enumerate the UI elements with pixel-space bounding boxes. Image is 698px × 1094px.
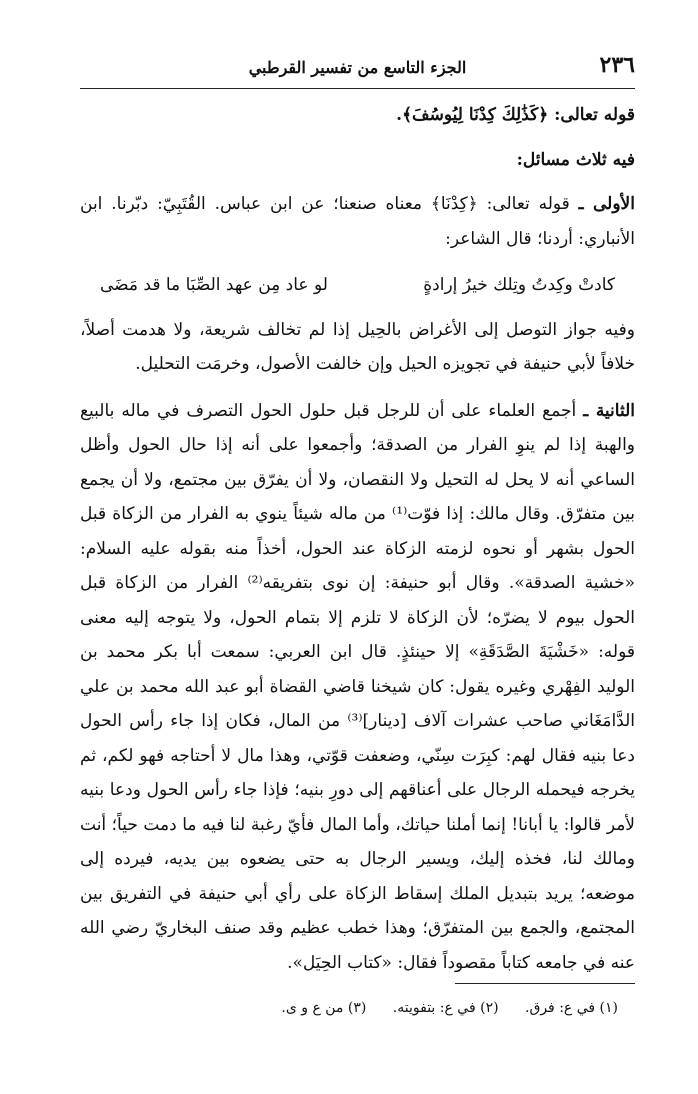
- page-number: ٢٣٦: [599, 52, 635, 78]
- first-issue-paragraph: [80, 187, 635, 256]
- first-issue-text: قوله تعالى: ﴿كِدْنَا﴾ معناه صنعنا؛ عن ابن عباس. القُتَبِيّ: دبّرنا. ابن الأنباري: أردنا؛ قال الشاعر:: [80, 194, 635, 249]
- footnotes: [80, 1000, 618, 1016]
- footnote-1: (١) في ع: فرق.: [525, 1000, 618, 1016]
- verse-intro: قوله تعالى: ﴿كَذَٰلِكَ كِدْنَا لِيُوسُفَ﴾.: [396, 105, 635, 125]
- second-issue-paragraph: [80, 394, 635, 981]
- second-issue-label: الثانية ـ: [583, 400, 636, 421]
- poem-hemistich-right: كادتْ وكِدتُ وتِلك خيرُ إرادةٍ: [423, 275, 615, 295]
- poem-hemistich-left: لو عاد مِن عهد الصِّبَا ما قد مَضَى: [100, 275, 328, 295]
- body-text: [80, 98, 635, 980]
- hiyal-paragraph: وفيه جواز التوصل إلى الأغراض بالحِيل إذا لم تخالف شريعة، ولا هدمت أصلاً، خلافاً لأبي حنيفة في تجويزه الحيل وإن خالفت الأصول، وخرمَت التحليل.: [80, 319, 635, 374]
- footnote-divider: [455, 983, 635, 984]
- footnote-3: (٣) من ع و ى.: [281, 1000, 367, 1016]
- first-issue-label: الأولى ـ: [578, 194, 635, 214]
- page-header: [80, 52, 635, 89]
- running-title: الجزء التاسع من تفسير القرطبي: [248, 58, 467, 77]
- issues-intro: فيه ثلاث مسائل:: [516, 149, 635, 170]
- poem-verse: [100, 268, 615, 303]
- footnote-2: (٢) في ع: بتفويته.: [392, 1000, 499, 1016]
- second-issue-text: أجمع العلماء على أن للرجل قبل حلول الحول التصرف في ماله بالبيع والهبة إذا لم ينوِ الفرار من الصدقة؛ وأجمعوا على أنه إذا حال الحول وأظل الساعي أنه لا يحل له التحيل ولا النقصان، ولا أن يفرّق بين مجتمع، ولا أن يجمع بين متفرّق. وقال مالك: إذا فوّت⁽¹⁾ من ماله شيئاً ينوي به الفرار من الزكاة قبل الحول بشهر أو نحوه لزمته الزكاة عند الحول، أخذاً منه بقوله عليه السلام: «خشية الصدقة». وقال أبو حنيفة: إن نوى بتفريقه⁽²⁾ الفرار من الزكاة قبل الحول بيوم لا يضرّه؛ لأن الزكاة لا تلزم إلا بتمام الحول، ولا يتوجه إليه معنى قوله: «خَشْيَةَ الصَّدَقَةِ» إلا حينئذٍ. قال ابن العربي: سمعت أبا بكر محمد بن الوليد الفِهْري وغيره يقول: كان شيخنا قاضي القضاة أبو عبد الله محمد بن علي الدَّامَغَاني صاحب عشرات آلاف [دينار]⁽³⁾ من المال، فكان إذا جاء رأس الحول دعا بنيه فقال لهم: كبِرَت سِنّي، وضعفت قوّتي، وهذا مال لا أحتاجه فهو لكم، ثم يخرجه فيحمله الرجال على أعناقهم إلى دورِ بنيه؛ فإذا جاء رأس الحول ودعا بنيه لأمر قالوا: يا أبانا! إنما أملنا حياتك، وأما المال فأيّ رغبة لنا فيه ما دمت حياً؛ أنت ومالك لنا، فخذه إليك، ويسير الرجال به حتى يضعوه بين يديه، فيرده إلى موضعه؛ يريد بتبديل الملك إسقاط الزكاة على رأي أبي حنيفة في التفريق بين المجتمع، والجمع بين المتفرّق؛ وهذا خطب عظيم وقد صنف البخاريّ رضي الله عنه في جامعه كتاباً مقصوداً فقال: «كتاب الحِيَل».: [80, 400, 636, 973]
